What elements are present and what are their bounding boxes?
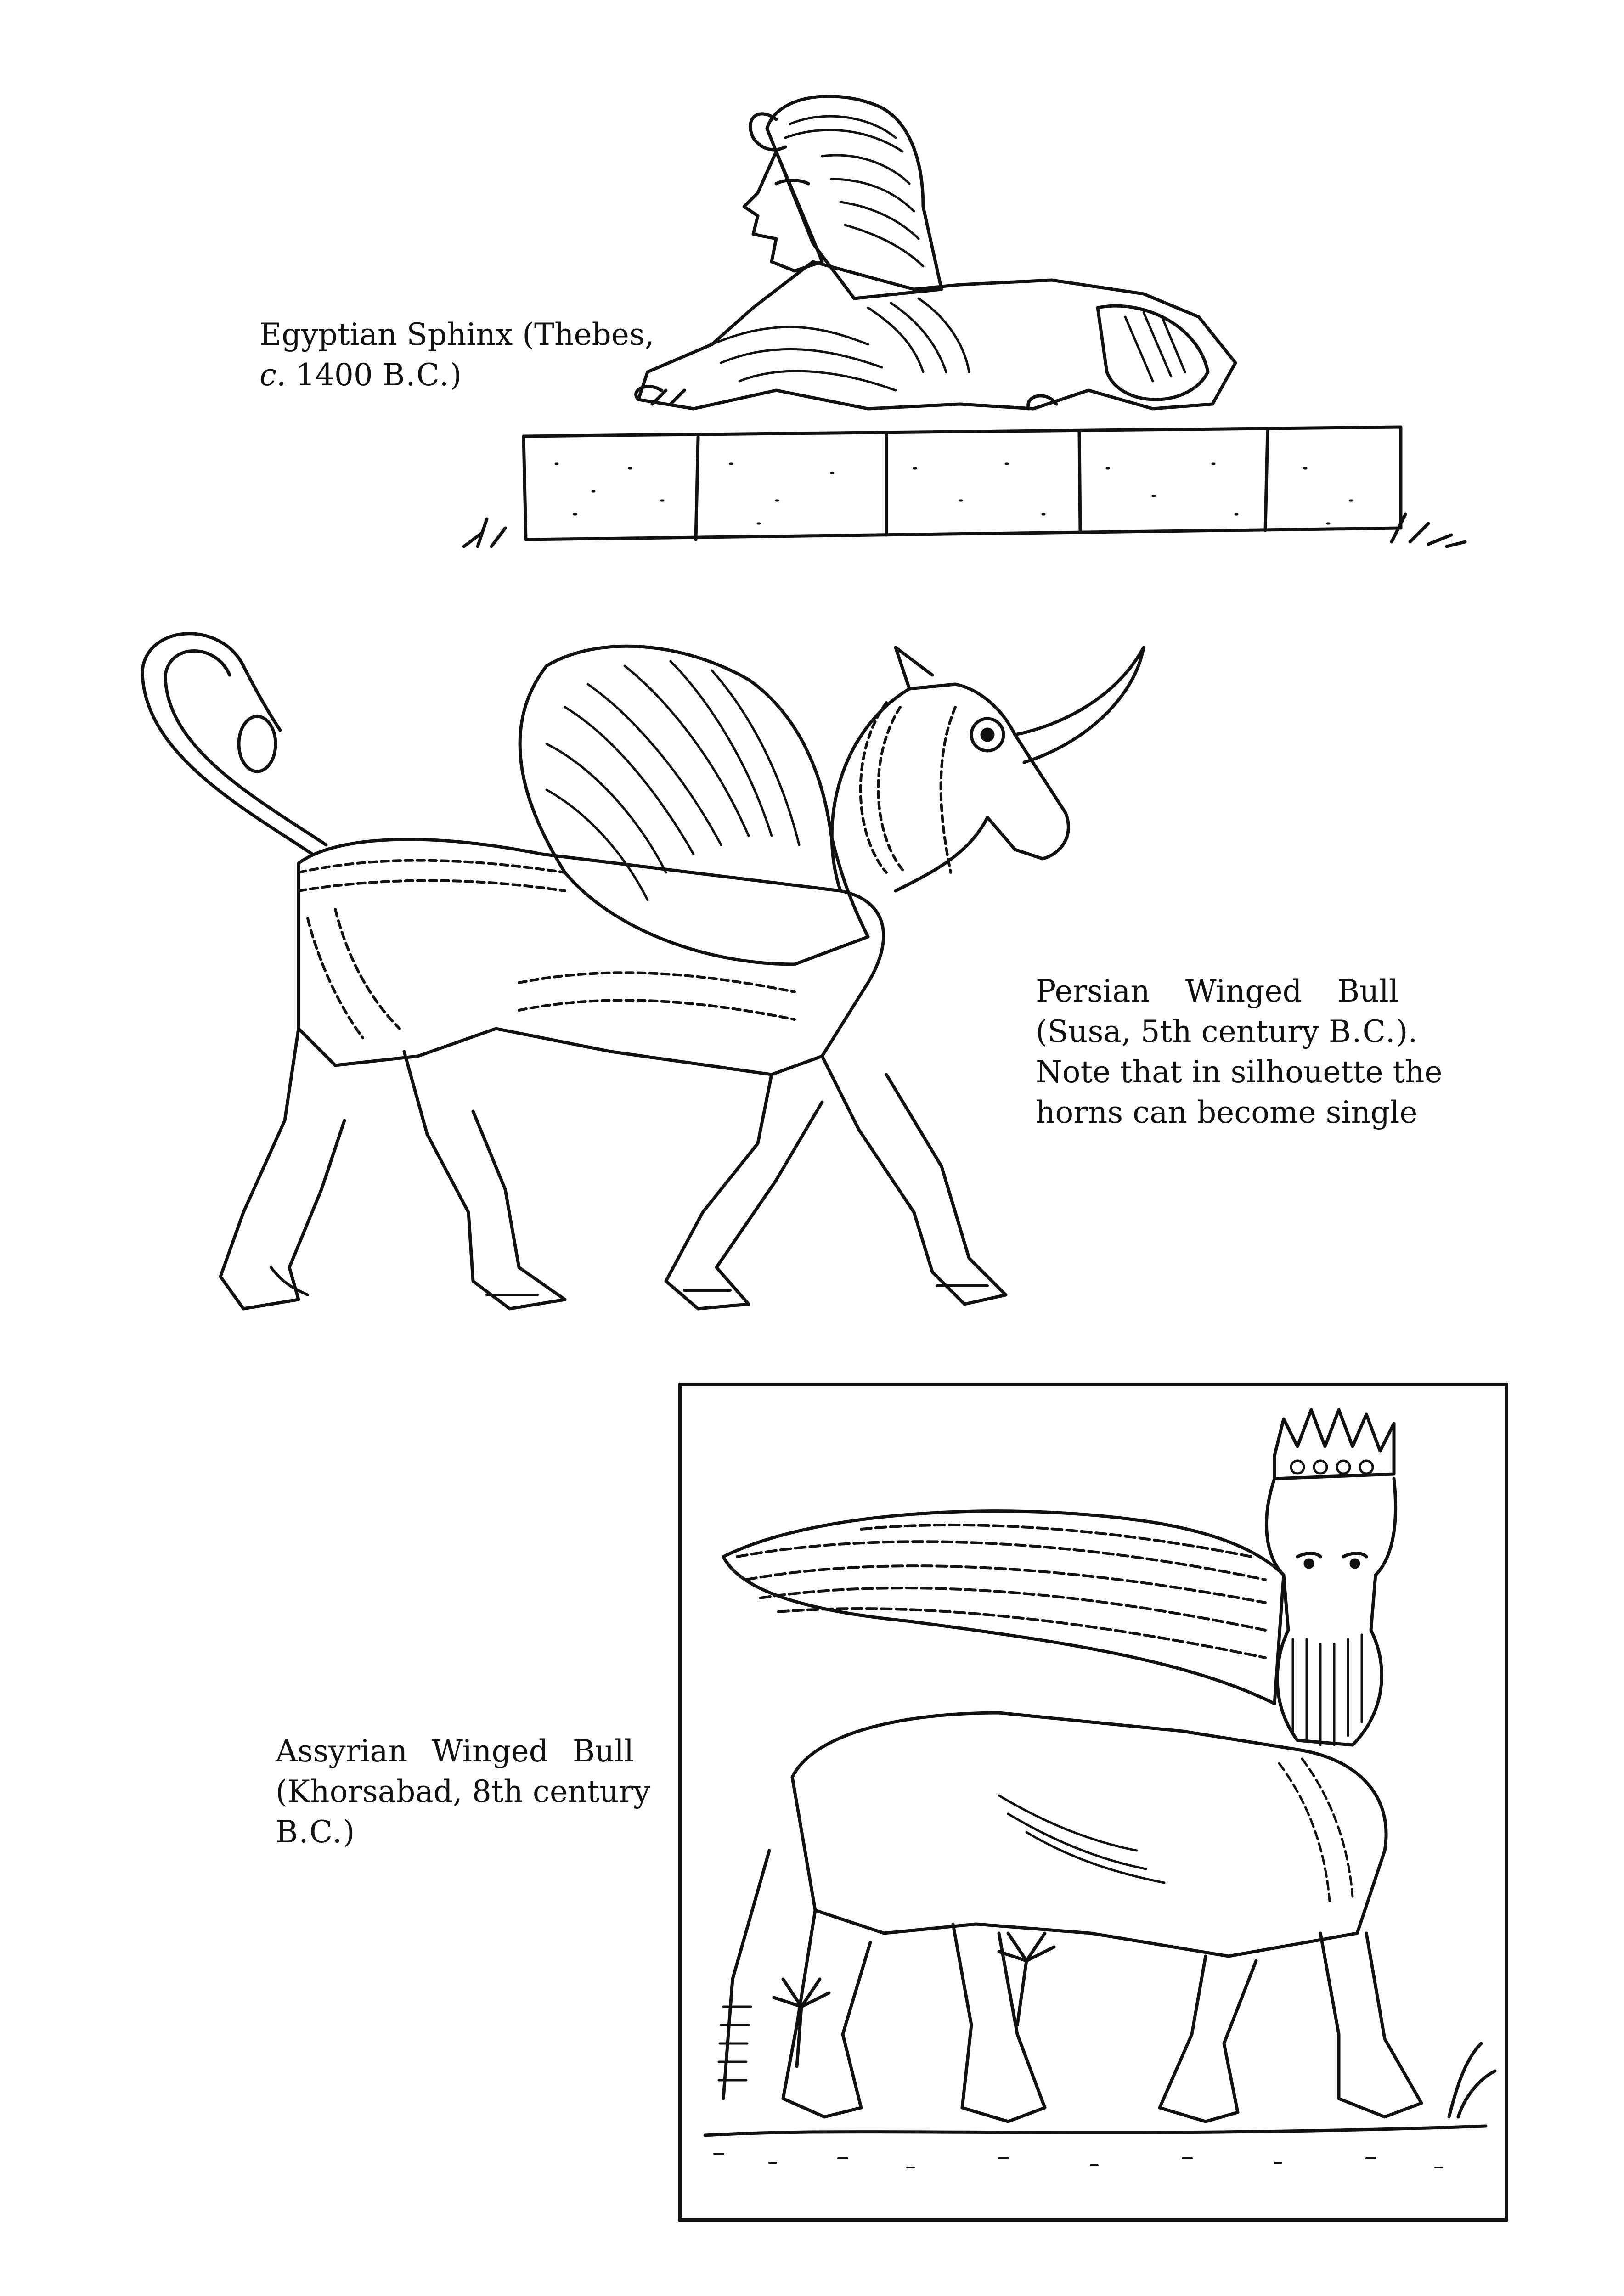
sphinx-caption-year: 1400 <box>295 357 373 393</box>
sphinx-caption-era: B.C.) <box>382 357 463 393</box>
egyptian-sphinx-illustration <box>455 87 1483 565</box>
assyrian-bull-caption <box>276 1731 651 1852</box>
persian-bull-caption-era: B.C. <box>1329 1014 1396 1049</box>
assyrian-bull-caption-line1: Assyrian Winged Bull <box>276 1733 634 1769</box>
persian-bull-caption-line4: horns can become single <box>1036 1095 1418 1130</box>
assyrian-winged-bull-illustration <box>677 1382 1509 2223</box>
persian-bull-caption <box>1036 971 1443 1133</box>
sphinx-caption-circa: c. <box>259 357 286 393</box>
assyrian-bull-caption-line2: (Khorsabad, 8th century <box>276 1774 651 1809</box>
persian-bull-caption-line1: Persian Winged Bull <box>1036 974 1398 1009</box>
assyrian-bull-caption-era: B.C.) <box>276 1814 356 1850</box>
assyrian-frame <box>680 1384 1506 2220</box>
persian-bull-caption-line3: Note that in silhouette the <box>1036 1054 1443 1090</box>
persian-bull-caption-line2-end: ). <box>1396 1014 1418 1049</box>
persian-bull-caption-line2: (Susa, 5th century <box>1036 1014 1320 1049</box>
sphinx-caption-line1: Egyptian Sphinx (Thebes, <box>259 317 654 352</box>
